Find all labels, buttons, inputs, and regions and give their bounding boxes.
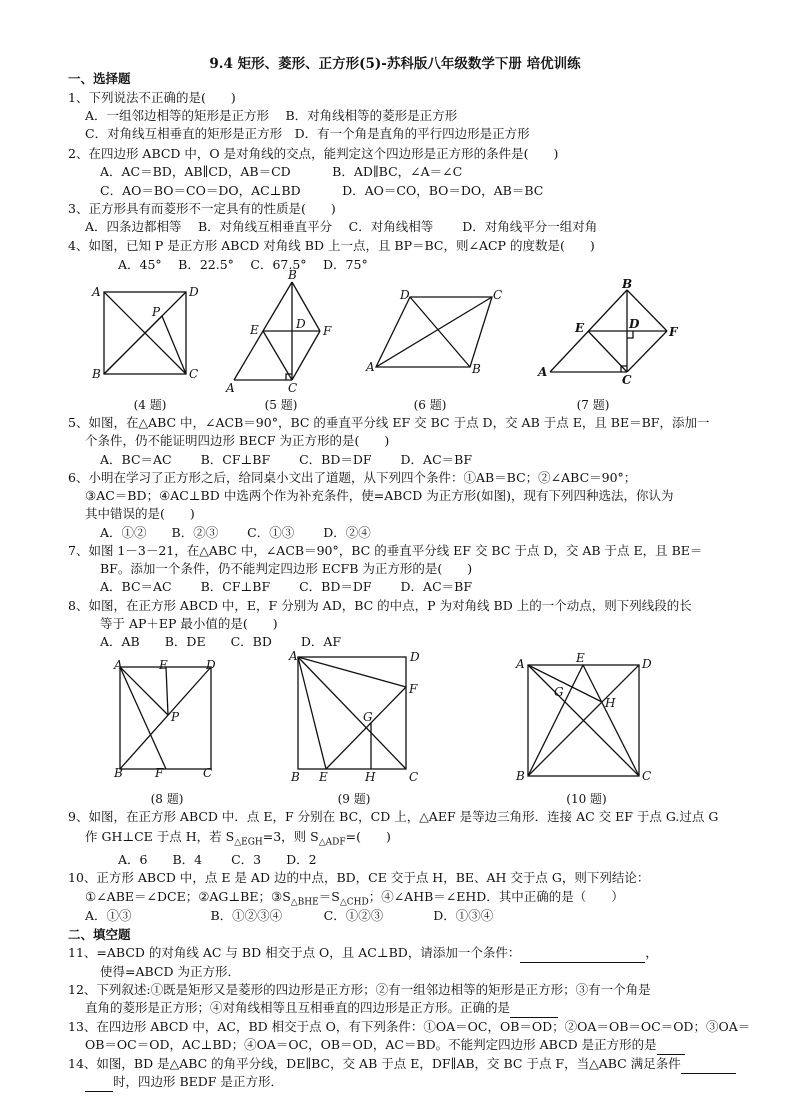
question-10: 10、正方形 ABCD 中，点 E 是 AD 边的中点，BD，CE 交于点 H，BE、AH 交于点 G，则下列结论： bbox=[68, 870, 650, 885]
section-heading-fill: 二、填空题 bbox=[68, 927, 131, 942]
question-9-options: A．6 B．4 C．3 D．2 bbox=[118, 852, 317, 867]
label-D: D bbox=[400, 288, 410, 302]
label-D: D bbox=[206, 658, 216, 672]
label-P: P bbox=[152, 305, 161, 319]
label-G: G bbox=[363, 710, 373, 724]
label-C: C bbox=[493, 288, 503, 302]
label-D: D bbox=[410, 650, 420, 664]
label-A: A bbox=[366, 360, 375, 374]
label-E: E bbox=[319, 770, 328, 782]
figure-7 bbox=[532, 276, 692, 388]
label-C: C bbox=[189, 367, 199, 381]
figure-4 bbox=[88, 280, 203, 385]
question-1-options-cd: C．对角线互相垂直的矩形是正方形 D．有一个角是直角的平行四边形是正方形 bbox=[85, 126, 530, 141]
question-9: 9、如图，在正方形 ABCD 中．点 E，F 分别在 BC，CD 上，△AEF 是等边三角形．连接 AC 交 EF 于点 G.过点 G bbox=[68, 809, 719, 824]
caption-9: (9 题) bbox=[337, 792, 371, 806]
label-B: B bbox=[288, 268, 297, 282]
question-6-options: A．①② B．②③ C．①③ D．②④ bbox=[100, 525, 371, 540]
label-B: B bbox=[114, 766, 123, 780]
label-F: F bbox=[409, 682, 418, 696]
question-5-options: A．BC＝AC B．CF⊥BF C．BD＝DF D．AC＝BF bbox=[100, 452, 472, 467]
label-F: F bbox=[323, 324, 332, 338]
question-4-options: A．45° B．22.5° C．67.5° D．75° bbox=[118, 257, 368, 272]
label-A: A bbox=[538, 365, 548, 379]
answer-blank-14[interactable] bbox=[681, 1055, 736, 1074]
question-5: 5、如图，在△ABC 中，∠ACB＝90°，BC 的垂直平分线 EF 交 BC 于点 D，交 AB 于点 E，且 BE＝BF，添加一 bbox=[68, 415, 710, 430]
question-7: 7、如图 1－3－21，在△ABC 中，∠ACB＝90°，BC 的垂直平分线 EF 交 BC 于点 D，交 AB 于点 E，且 BE＝ bbox=[68, 543, 703, 558]
label-E: E bbox=[159, 658, 168, 672]
caption-6: (6 题) bbox=[413, 398, 447, 412]
label-C: C bbox=[288, 381, 298, 393]
label-B: B bbox=[472, 362, 481, 376]
caption-5: (5 题) bbox=[264, 398, 298, 412]
caption-4: (4 题) bbox=[133, 398, 167, 412]
label-F: F bbox=[669, 325, 678, 339]
label-A: A bbox=[516, 657, 525, 671]
page-title: 9.4 矩形、菱形、正方形(5)-苏科版八年级数学下册 培优训练 bbox=[209, 56, 581, 72]
question-6-cont: ③AC＝BD；④AC⊥BD 中选两个作为补充条件，使=ABCD 为正方形(如图)，现有下列四种选法，你认为 bbox=[85, 488, 674, 503]
answer-blank-12[interactable] bbox=[510, 999, 558, 1018]
question-2-options-cd: C．AO＝BO＝CO＝DO，AC⊥BD D．AO＝CO，BO＝DO，AB＝BC bbox=[100, 183, 544, 198]
question-3-options: A．四条边都相等 B．对角线互相垂直平分 C．对角线相等 D．对角线平分一组对角 bbox=[85, 219, 598, 234]
question-12: 12、下列叙述:①既是矩形又是菱形的四边形是正方形；②有一组邻边相等的矩形是正方形；③有一个角是 bbox=[68, 982, 651, 997]
label-A: A bbox=[92, 285, 101, 299]
label-G: G bbox=[554, 685, 564, 699]
label-A: A bbox=[114, 658, 123, 672]
question-2: 2、在四边形 ABCD 中，O 是对角线的交点，能判定这个四边形是正方形的条件是( ) bbox=[68, 146, 559, 161]
question-4: 4、如图，已知 P 是正方形 ABCD 对角线 BD 上一点，且 BP＝BC，则∠ACP 的度数是( ) bbox=[68, 238, 595, 253]
answer-blank-13[interactable] bbox=[657, 1036, 685, 1055]
caption-8: (8 题) bbox=[150, 792, 184, 806]
question-9-cont: 作 GH⊥CE 于点 H，若 $S_{\triangle EGH}=3$，则 $S_{\triangle ADF}=$( ) bbox=[85, 829, 391, 848]
caption-7: (7 题) bbox=[576, 398, 610, 412]
label-A: A bbox=[289, 649, 298, 663]
label-E: E bbox=[576, 651, 585, 665]
question-13-cont: OB＝OC＝OD，AC⊥BD；④OA＝OC，OB＝OD，AC＝BD。不能判定四边形 ABCD 是正方形的是 bbox=[85, 1036, 685, 1055]
question-7-options: A．BC＝AC B．CF⊥BF C．BD＝DF D．AC＝BF bbox=[100, 579, 472, 594]
question-14-cont: 时，四边形 BEDF 是正方形． bbox=[85, 1073, 283, 1092]
question-14: 14、如图，BD 是△ABC 的角平分线，DE∥BC，交 AB 于点 E，DF∥AB，交 BC 于点 F，当△ABC 满足条件 bbox=[68, 1055, 736, 1074]
label-H: H bbox=[605, 696, 616, 710]
question-10-cont: ①∠ABE＝∠DCE；②AG⊥BE；$③S_{\triangle BHE}=S_{\triangle CHD}$；④∠AHB＝∠EHD．其中正确的是（ ） bbox=[85, 889, 624, 908]
figure-8 bbox=[105, 655, 225, 780]
label-D: D bbox=[629, 317, 640, 331]
figure-9 bbox=[285, 647, 430, 782]
section-heading-choice: 一、选择题 bbox=[68, 71, 131, 86]
question-3: 3、正方形具有而菱形不一定具有的性质是( ) bbox=[68, 201, 336, 216]
label-B: B bbox=[291, 770, 300, 782]
label-A: A bbox=[226, 381, 235, 393]
figure-6 bbox=[362, 285, 512, 377]
question-8-cont: 等于 AP＋EP 最小值的是( ) bbox=[100, 616, 278, 631]
figure-5 bbox=[222, 268, 342, 393]
question-8-options: A．AB B．DE C．BD D．AF bbox=[100, 634, 342, 649]
question-7-cont: BF。添加一个条件，仍不能判定四边形 ECFB 为正方形的是( ) bbox=[100, 561, 473, 576]
label-E: E bbox=[250, 323, 259, 337]
question-1: 1、下列说法不正确的是( ) bbox=[68, 90, 236, 105]
label-D: D bbox=[189, 285, 199, 299]
label-B: B bbox=[622, 277, 633, 291]
label-B: B bbox=[516, 769, 525, 782]
label-D: D bbox=[296, 317, 306, 331]
question-5-cont: 个条件，仍不能证明四边形 BECF 为正方形的是( ) bbox=[85, 433, 390, 448]
label-C: C bbox=[642, 769, 652, 782]
question-2-options-ab: A．AC＝BD，AB∥CD，AB＝CD B．AD∥BC，∠A＝∠C bbox=[100, 164, 463, 179]
label-F: F bbox=[155, 766, 164, 780]
label-B: B bbox=[92, 367, 101, 381]
question-11: 11、=ABCD 的对角线 AC 与 BD 相交于点 O，且 AC⊥BD，请添加一个条件： ， bbox=[68, 944, 658, 963]
question-11-cont: 使得=ABCD 为正方形． bbox=[100, 964, 240, 979]
question-13: 13、在四边形 ABCD 中，AC，BD 相交于点 O，有下列条件：①OA＝OC，OB＝OD；②OA＝OB＝OC＝OD；③OA＝ bbox=[68, 1019, 751, 1034]
label-C: C bbox=[622, 373, 632, 387]
answer-blank-11[interactable] bbox=[520, 944, 645, 963]
label-H: H bbox=[365, 770, 376, 782]
label-C: C bbox=[203, 766, 213, 780]
figure-10 bbox=[510, 650, 660, 782]
question-6-cont2: 其中错误的是( ) bbox=[85, 506, 195, 521]
label-C: C bbox=[409, 770, 419, 782]
question-10-options: A．①③ B．①②③④ C．①②③ D．①③④ bbox=[85, 908, 494, 923]
label-E: E bbox=[575, 321, 585, 335]
question-6: 6、小明在学习了正方形之后，给同桌小文出了道题，从下列四个条件：①AB＝BC；②∠ABC＝90°； bbox=[68, 470, 637, 485]
caption-10: (10 题) bbox=[566, 792, 607, 806]
question-12-cont: 直角的菱形是正方形；④对角线相等且互相垂直的四边形是正方形。正确的是 bbox=[85, 999, 558, 1018]
label-P: P bbox=[171, 710, 180, 724]
answer-blank-14b[interactable] bbox=[85, 1073, 113, 1092]
label-D: D bbox=[642, 657, 652, 671]
question-1-options-ab: A．一组邻边相等的矩形是正方形 B．对角线相等的菱形是正方形 bbox=[85, 108, 458, 123]
question-8: 8、如图，在正方形 ABCD 中，E，F 分别为 AD，BC 的中点，P 为对角线 BD 上的一个动点，则下列线段的长 bbox=[68, 598, 692, 613]
